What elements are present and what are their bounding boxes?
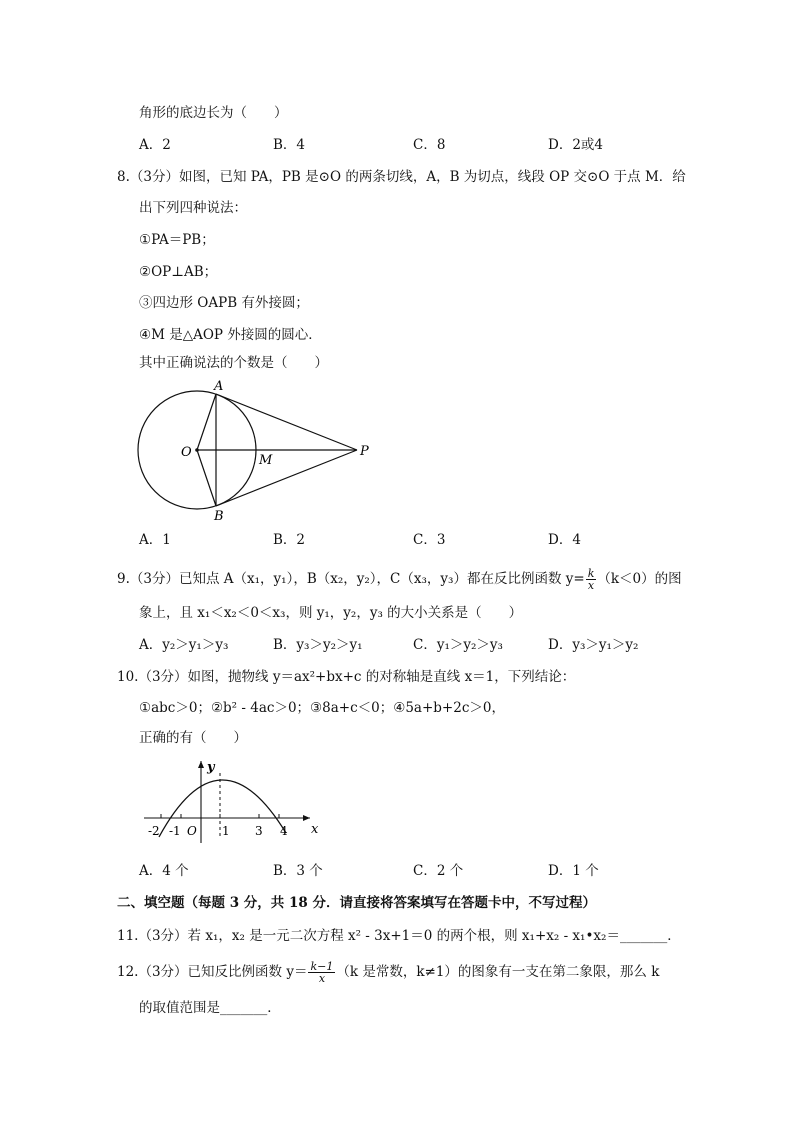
q8-option-c: C．3 <box>413 532 446 548</box>
q9-option-c: C．y₁＞y₂＞y₃ <box>413 637 503 653</box>
q8-statement-2: ②OP⊥AB； <box>139 264 218 280</box>
q9-fraction-num: k <box>587 567 595 580</box>
q10-line1: 10.（3分）如图，抛物线 y＝ax²+bx+c 的对称轴是直线 x＝1，下列结论： <box>117 669 576 685</box>
q10-tick-4: 4 <box>280 824 288 838</box>
q7-option-a: A．2 <box>139 137 171 153</box>
q10-axis-x-label: x <box>311 822 319 837</box>
q12-line2: 的取值范围是_______． <box>139 1000 281 1016</box>
q8-option-b: B．2 <box>273 532 306 548</box>
q7-text-tail: 角形的底边长为（ ） <box>139 105 288 121</box>
q9-line2: 象上，且 x₁＜x₂＜0＜x₃，则 y₁，y₂，y₃ 的大小关系是（ ） <box>139 605 523 621</box>
q9-fraction-den: x <box>587 579 595 592</box>
q10-tick-neg2: -2 <box>148 824 160 838</box>
q8-line2: 出下列四种说法： <box>139 200 247 216</box>
section-2-heading: 二、填空题（每题 3 分，共 18 分．请直接将答案填写在答题卡中，不写过程） <box>117 895 596 911</box>
q9-line1-start: 9.（3分）已知点 A（x₁，y₁），B（x₂，y₂），C（x₃，y₃）都在反比例函数 y= <box>117 571 585 587</box>
q12-fraction <box>308 961 335 984</box>
q9-option-d: D．y₃＞y₁＞y₂ <box>548 637 639 653</box>
q10-option-a: A．4 个 <box>139 863 189 879</box>
q7-option-d: D．2或4 <box>548 137 604 153</box>
q12-line1 <box>117 961 659 984</box>
q10-line2: ①abc＞0；②b² - 4ac＞0；③8a+c＜0；④5a+b+2c＞0， <box>139 700 505 716</box>
q8-label-m: M <box>259 453 273 468</box>
q10-tick-1: 1 <box>222 824 230 838</box>
q8-line1: 8.（3分）如图，已知 PA，PB 是⊙O 的两条切线，A，B 为切点，线段 OP 交⊙O 于点 M．给 <box>117 169 686 185</box>
q8-statement-1: ①PA＝PB； <box>139 232 215 248</box>
q8-label-a: A <box>214 379 224 394</box>
q10-option-c: C．2 个 <box>413 863 464 879</box>
q12-fraction-num: k−1 <box>310 960 334 973</box>
q12-fraction-den: x <box>318 972 326 985</box>
q8-statement-3: ③四边形 OAPB 有外接圆； <box>139 295 309 311</box>
q9-line1-end: （k＜0）的图 <box>597 571 682 587</box>
q8-label-o: O <box>181 445 192 460</box>
q8-question: 其中正确说法的个数是（ ） <box>139 355 328 371</box>
q8-option-d: D．4 <box>548 532 581 548</box>
q10-tick-3: 3 <box>255 824 263 838</box>
q10-option-d: D．1 个 <box>548 863 599 879</box>
q9-line1 <box>117 568 682 591</box>
q10-parabola-figure <box>140 755 330 845</box>
q10-tick-origin: O <box>187 824 197 838</box>
q10-tick-neg1: -1 <box>169 824 181 838</box>
q11-text: 11.（3分）若 x₁，x₂ 是一元二次方程 x² - 3x+1＝0 的两个根，则 x₁+x₂ - x₁•x₂＝_______． <box>117 928 681 944</box>
q9-fraction <box>586 568 597 591</box>
q12-line1-end: （k 是常数，k≠1）的图象有一支在第二象限，那么 k <box>336 964 660 980</box>
q9-option-b: B．y₃＞y₂＞y₁ <box>273 637 363 653</box>
q8-tangent-figure <box>130 375 380 525</box>
q10-axis-y-label: y <box>207 760 215 775</box>
q8-statement-4: ④M 是△AOP 外接圆的圆心． <box>139 327 322 343</box>
q10-question: 正确的有（ ） <box>139 730 247 746</box>
q8-option-a: A．1 <box>139 532 171 548</box>
q8-label-b: B <box>214 509 224 524</box>
q12-line1-start: 12.（3分）已知反比例函数 y＝ <box>117 964 308 980</box>
q8-label-p: P <box>360 444 369 459</box>
q9-option-a: A．y₂＞y₁＞y₃ <box>139 637 229 653</box>
q7-option-b: B．4 <box>273 137 306 153</box>
q7-option-c: C．8 <box>413 137 446 153</box>
q10-option-b: B．3 个 <box>273 863 323 879</box>
